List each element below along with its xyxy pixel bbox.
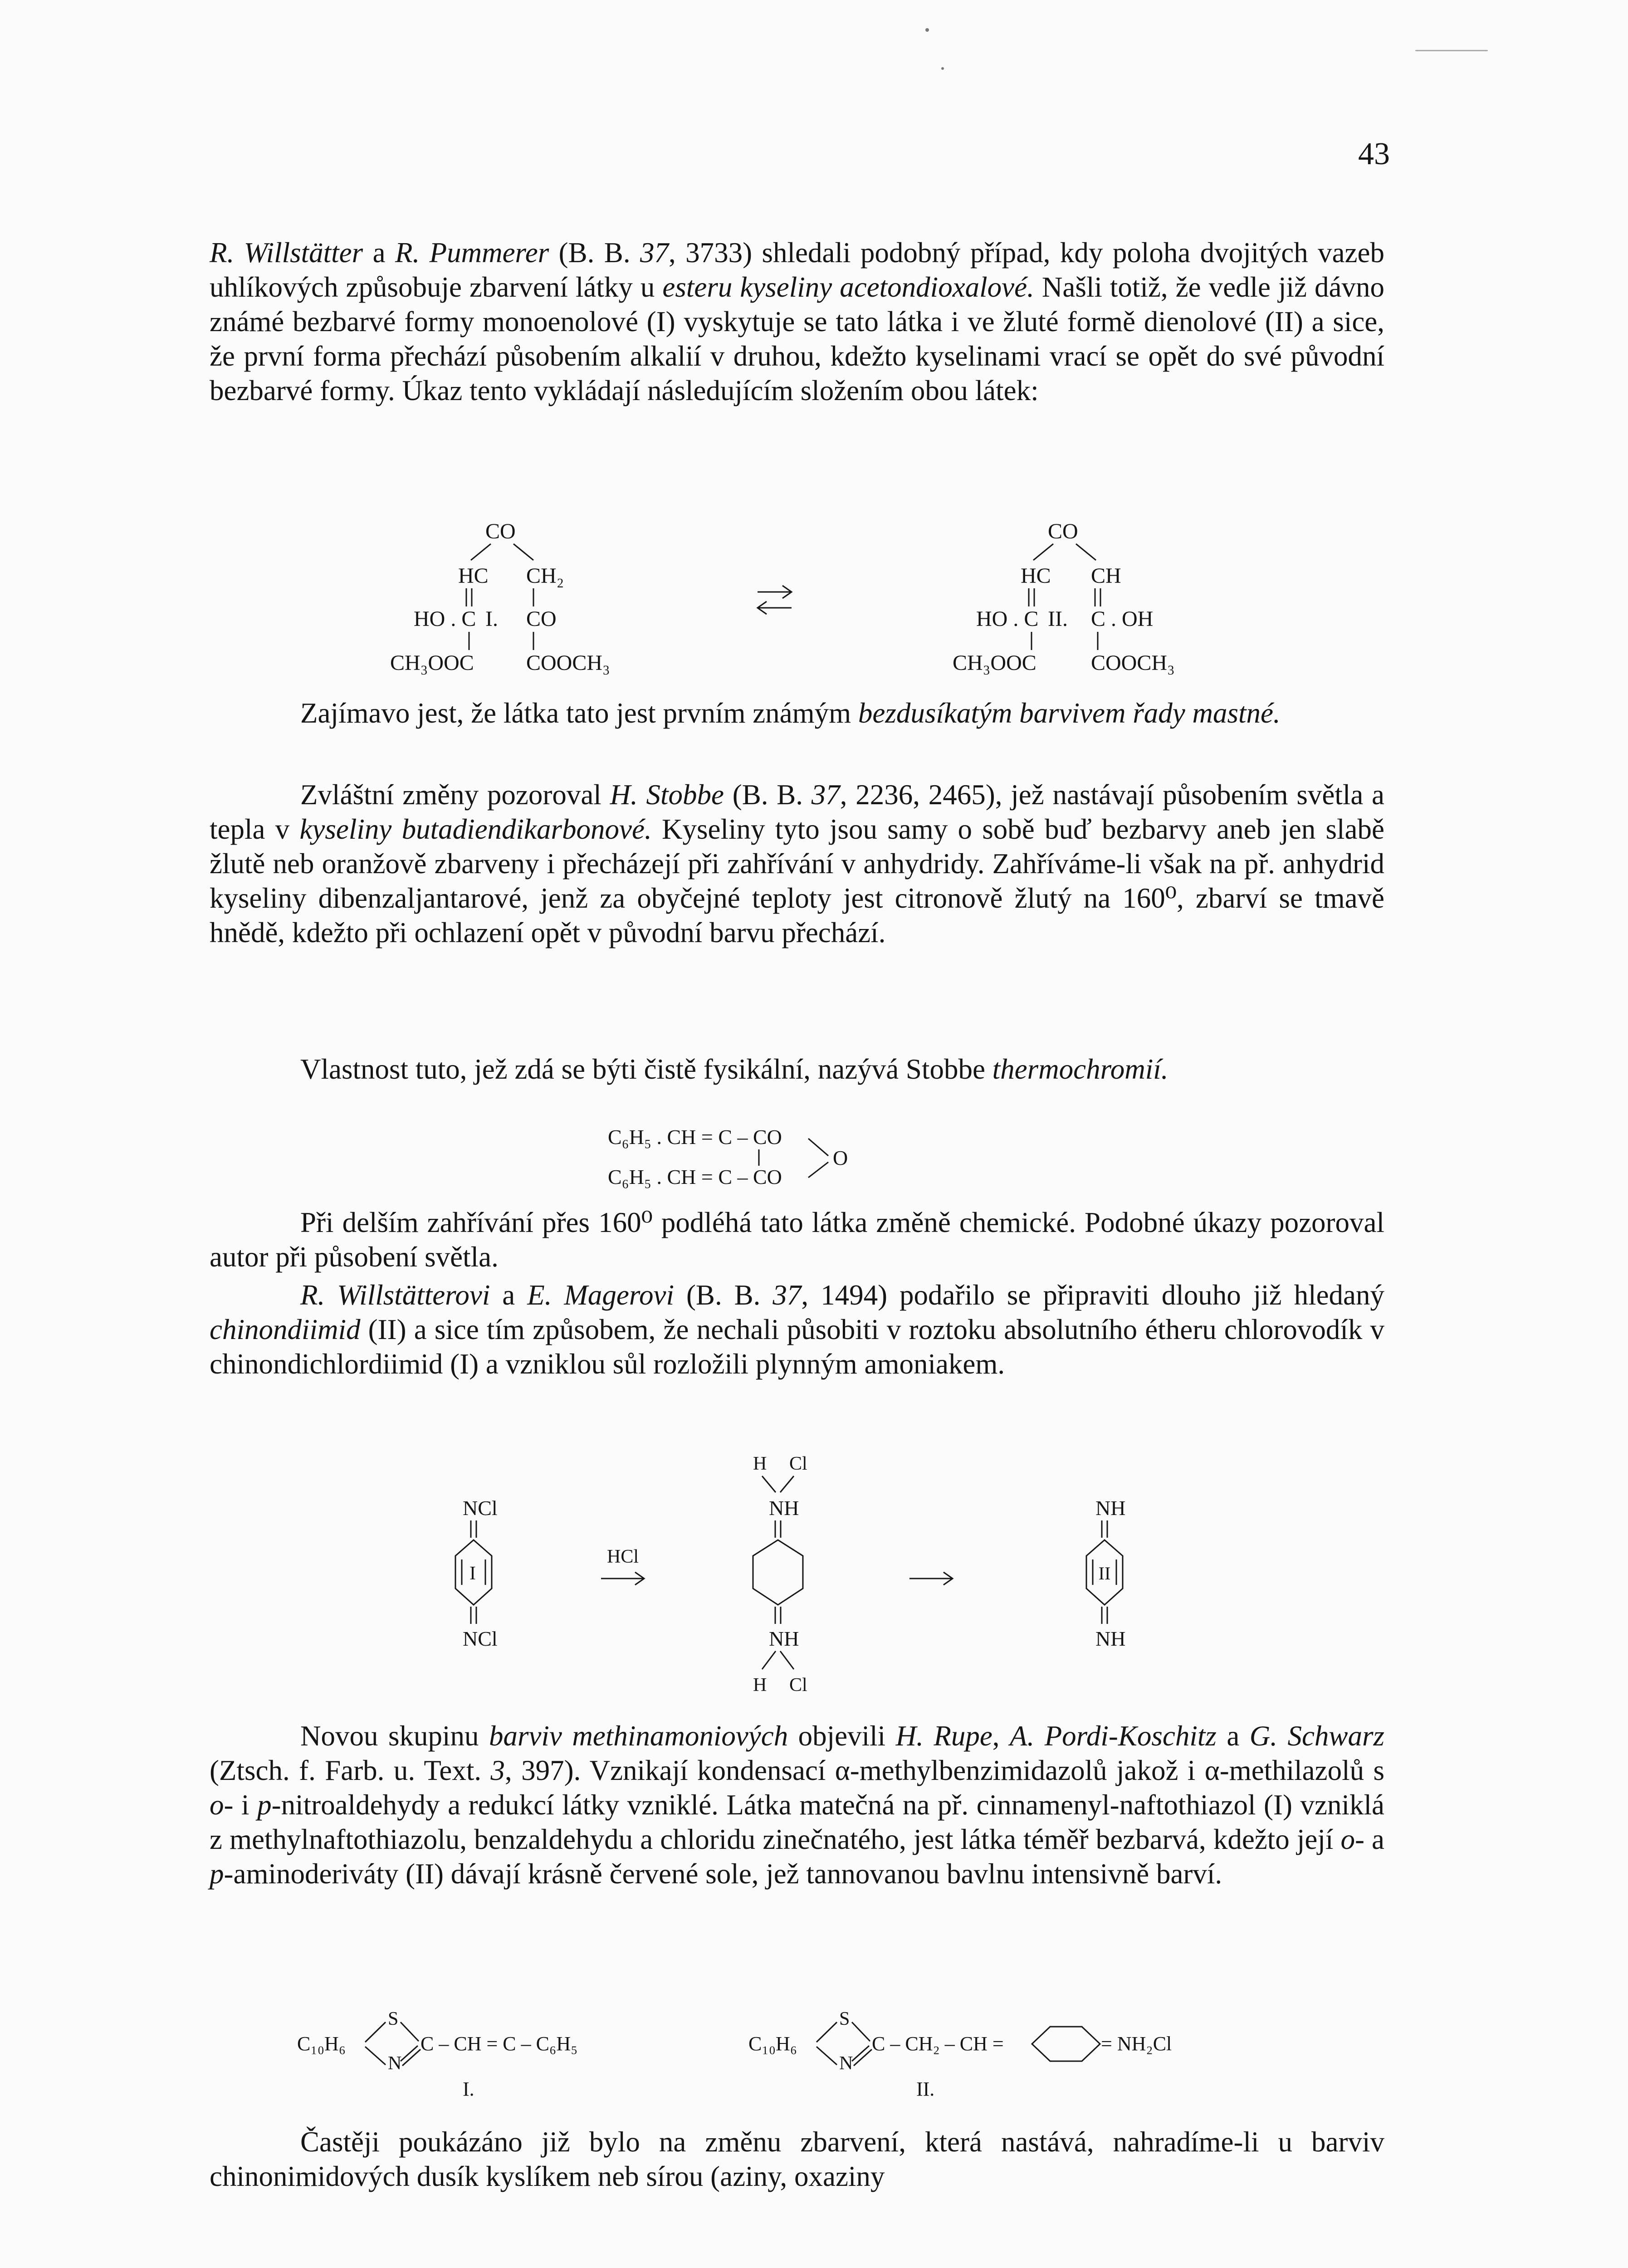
formula-atom: HC — [458, 564, 489, 588]
formula-atom: N — [839, 2053, 853, 2074]
text-run: (Ztsch. f. Farb. u. Text. — [210, 1754, 491, 1786]
compound-name: esteru kyseliny acetondioxalové. — [662, 271, 1034, 303]
author-name: E. Magerovi — [527, 1279, 674, 1311]
formula-svg — [297, 2005, 1331, 2105]
formula-row: C₆H₅ . CH = C – CO — [608, 1125, 782, 1149]
paragraph-methinammonium-dyes — [210, 1719, 1384, 1892]
formula-atom: NH — [769, 1496, 799, 1520]
prefix: p — [257, 1789, 272, 1821]
paragraph-thermochromy — [210, 1052, 1384, 1087]
text-run: , 397). Vznikají kondensací α-methylbenzimidazolů jakož i α-methilazolů s — [505, 1754, 1384, 1786]
text-run: , 3733) shledali podobný případ, kdy poloha dvojitých vazeb uhlíkových způsobuje zbarvení látky u — [210, 237, 1384, 303]
formula-atom: H — [753, 1453, 767, 1474]
author-name: R. Willstätterovi — [300, 1279, 490, 1311]
formula-chain: C – CH = C – C₆H₅ — [420, 2033, 578, 2055]
text-run: Zvláštní změny pozoroval — [300, 779, 610, 811]
formula-atom: Cl — [789, 1453, 807, 1474]
formula-chain: = NH₂Cl — [1101, 2033, 1172, 2055]
benzene-ring — [1032, 2027, 1100, 2061]
paragraph-stobbe — [210, 778, 1384, 950]
formula-atom: CO — [485, 519, 516, 543]
text-run: - a — [1354, 1823, 1384, 1855]
text-run: a — [490, 1279, 528, 1311]
formula-atom: NH — [769, 1627, 799, 1650]
text-run: , — [992, 1720, 1010, 1752]
text-run: -aminoderiváty (II) dávají krásně červené sole, jež tannovanou bavlnu intensivně barví. — [224, 1857, 1222, 1890]
paragraph-willstatter-mager — [210, 1278, 1384, 1382]
text-run: (II) a sice tím způsobem, že nechali působiti v roztoku absolutního étheru chlorovodík v chinondichlordiimid (I) a vzniklou sůl rozložili plynným amoniakem. — [210, 1313, 1384, 1380]
author-name: R. Pummerer — [395, 237, 549, 269]
volume-number: 37 — [811, 779, 840, 811]
formula-svg — [435, 1447, 1207, 1715]
formula-atom: NH — [1095, 1627, 1126, 1650]
text-run: a — [363, 237, 395, 269]
formula-atom: H — [753, 1675, 767, 1696]
formula-atom: NH — [1095, 1496, 1126, 1520]
text-run: (B. B. — [549, 237, 640, 269]
formula-label: I. — [463, 2078, 474, 2100]
term: thermochromií. — [992, 1053, 1168, 1085]
formula-label: I. — [485, 607, 498, 631]
formula-naphthothiazoles — [297, 2005, 1331, 2105]
text-run: Kyseliny tyto jsou samy o sobě buď bezbarvy aneb jen slabě žlutě neb oranžově zbarveny i přecházejí při zahřívání v anhydridy. Zahříváme-li však na př. anhydrid kyseliny dibenzaljantarové, jenž za obyčejné teploty jest citronově žlutý na 160⁰, zbarví se tmavě hnědě, kdežto při ochlazení opět v původní barvu přechází. — [210, 813, 1384, 948]
scan-speck — [941, 67, 944, 70]
formula-atom: COOCH₃ — [526, 651, 610, 675]
term: barviv methinamoniových — [489, 1720, 788, 1752]
author-name: A. Pordi-Koschitz — [1010, 1720, 1217, 1752]
compound-name: kyseliny butadiendikarbonové. — [299, 813, 652, 845]
formula-label: II. — [916, 2078, 935, 2100]
author-name: H. Rupe — [895, 1720, 992, 1752]
formula-atom: S — [388, 2009, 399, 2029]
formula-atom: COOCH₃ — [1091, 651, 1175, 675]
volume-number: 37 — [772, 1279, 802, 1311]
formula-atom: N — [388, 2053, 402, 2074]
page-number: 43 — [1358, 137, 1390, 171]
formula-dibenzal-anhydride — [608, 1120, 1016, 1202]
formula-atom: CO — [526, 607, 557, 631]
author-name: R. Willstätter — [210, 237, 363, 269]
quinone-ring — [753, 1540, 803, 1605]
formula-chain: C – CH₂ – CH = — [872, 2033, 1004, 2055]
formula-quinone-diimide — [435, 1447, 1207, 1715]
text-run: Novou skupinu — [300, 1720, 489, 1752]
scan-speck — [1415, 50, 1488, 51]
formula-atom: S — [839, 2009, 850, 2029]
formula-atom: HO . C — [976, 607, 1039, 631]
paragraph-heating — [210, 1206, 1384, 1275]
text-run: Vlastnost tuto, jež zdá se býti čistě fysikální, nazývá Stobbe — [300, 1053, 992, 1085]
formula-atom: C₁₀H₆ — [748, 2033, 797, 2055]
formula-svg — [608, 1120, 1016, 1202]
formula-atom: CO — [1048, 519, 1078, 543]
formula-atom: O — [833, 1146, 848, 1169]
prefix: o — [210, 1789, 224, 1821]
text-run: Častěji poukázáno již bylo na změnu zbarvení, která nastává, nahradíme-li u barviv chinonimidových dusík kyslíkem neb sírou (aziny, oxaziny — [210, 2126, 1384, 2192]
formula-atom: HC — [1021, 564, 1051, 588]
formula-atom: NCl — [463, 1496, 498, 1520]
text-run: a — [1216, 1720, 1250, 1752]
paragraph-colorless-dye — [210, 696, 1384, 731]
formula-atom: C . OH — [1091, 607, 1154, 631]
text-run: (B. B. — [724, 779, 812, 811]
text-run: (B. B. — [674, 1279, 773, 1311]
volume-number: 3 — [490, 1754, 505, 1786]
emphasis: bezdusíkatým barvivem řady mastné. — [858, 697, 1281, 729]
text-run: -nitroaldehydy a redukcí látky vzniklé. Látka matečná na př. cinnamenyl-naftothiazol (I) vzniklá z methylnaftothiazolu, benzaldehydu a chloridu zinečnatého, jest látka téměř bezbarvá, kdežto její — [210, 1789, 1384, 1855]
formula-label: I — [469, 1563, 476, 1584]
formula-atom: HO . C — [414, 607, 476, 631]
text-run: , 1494) podařilo se připraviti dlouho již hledaný — [801, 1279, 1385, 1311]
prefix: o — [1340, 1823, 1355, 1855]
formula-atom: NCl — [463, 1627, 498, 1650]
formula-atom: CH — [1091, 564, 1121, 588]
formula-row: C₆H₅ . CH = C – CO — [608, 1165, 782, 1188]
text-run: Zajímavo jest, že látka tato jest prvním známým — [300, 697, 858, 729]
text-run: , 2236, 2465), jež nastávají působením světla a tepla v — [210, 779, 1384, 845]
formula-acetondioxalate-equilibrium — [372, 510, 1370, 692]
formula-svg — [372, 510, 1370, 692]
text-run: Při delším zahřívání přes 160⁰ podléhá tato látka změně chemické. Podobné úkazy pozoroval autor při působení světla. — [210, 1207, 1384, 1273]
formula-atom: CH₂ — [526, 564, 564, 588]
volume-number: 37 — [640, 237, 669, 269]
prefix: p — [210, 1857, 224, 1890]
formula-label: II — [1098, 1563, 1111, 1584]
compound-name: chinondiimid — [210, 1313, 361, 1345]
reagent-label: HCl — [607, 1546, 639, 1567]
formula-atom: CH₃OOC — [390, 651, 474, 675]
text-run: objevili — [788, 1720, 896, 1752]
formula-atom: Cl — [789, 1675, 807, 1696]
formula-atom: CH₃OOC — [953, 651, 1036, 675]
text-run: Našli totiž, že vedle již dávno známé bezbarvé formy monoenolové (I) vyskytuje se tato látka i ve žluté formě dienolové (II) a sice, že první forma přechází působením alkalií v druhou, kdežto kyselinami vrací se opět do své původní bezbarvé formy. Úkaz tento vykládají následujícím složením obou látek: — [210, 271, 1384, 406]
formula-atom: C₁₀H₆ — [297, 2033, 346, 2055]
paragraph-willstatter-pummerer — [210, 236, 1384, 408]
author-name: H. Stobbe — [610, 779, 724, 811]
author-name: G. Schwarz — [1249, 1720, 1384, 1752]
formula-label: II. — [1048, 607, 1068, 631]
scan-speck — [925, 28, 929, 32]
text-run: - i — [224, 1789, 258, 1821]
paragraph-quinonimide-dyes — [210, 2125, 1384, 2194]
